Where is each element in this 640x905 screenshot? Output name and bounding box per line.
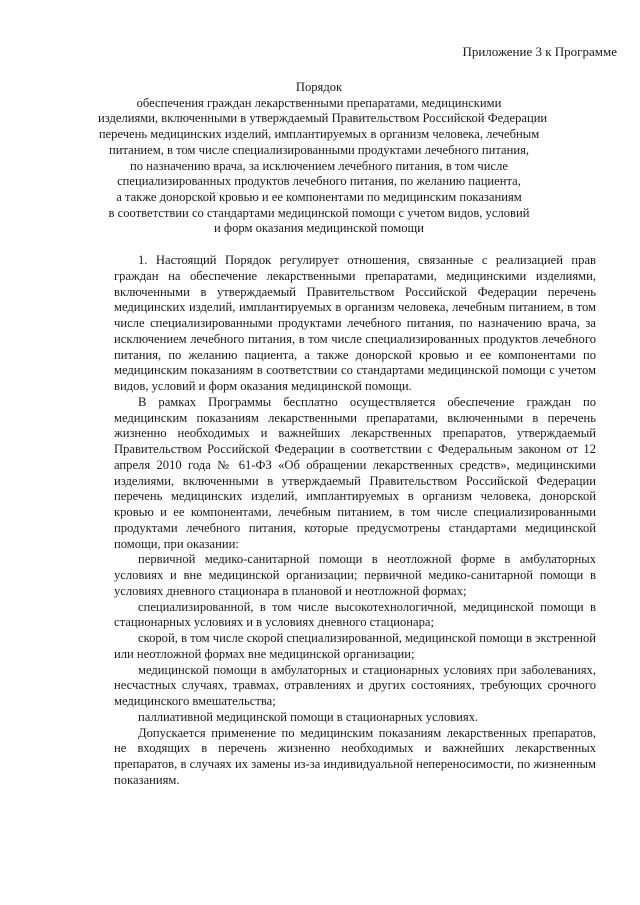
- title-line: и форм оказания медицинской помощи: [214, 221, 424, 236]
- title-line: в соответствии со стандартами медицинской помощи с учетом видов, условий: [108, 205, 530, 220]
- paragraph-exceptions: Допускается применение по медицинским показаниям лекарственных препаратов, не входящих в перечень жизненно необходимых и важнейших лекарственных препаратов, в случаях их замены из-за индивидуальной непереносимости, по жизненным показаниям.: [114, 725, 596, 787]
- list-item-primary-care: первичной медико-санитарной помощи в неотложной форме в амбулаторных условиях и вне медицинской организации; первичной медико-санитарной помощи в условиях дневного стационара в плановой и неотложной формах;: [114, 552, 596, 598]
- title-line: изделиями, включенными в утверждаемый Правительством Российской Федерации: [98, 111, 548, 126]
- list-item-urgent-care: медицинской помощи в амбулаторных и стационарных условиях при заболеваниях, несчастных случаях, травмах, отравлениях и других состояниях, требующих срочного медицинского вмешательства;: [114, 662, 596, 708]
- title-line: обеспечения граждан лекарственными препаратами, медицинскими: [136, 95, 502, 110]
- list-item-palliative-care: паллиативной медицинской помощи в стационарных условиях.: [138, 709, 479, 724]
- paragraph-provision: В рамках Программы бесплатно осуществляется обеспечение граждан по медицинским показаниям лекарственными препаратами, включенными в перечень жизненно необходимых и важнейших лекарственных препаратов, утверждаемый Правительством Российской Федерации в соответствии с Федеральным законом от 12 апреля 2010 года № 61-ФЗ «Об обращении лекарственных средств», медицинскими изделиями, включенными в утверждаемый Правительством Российской Федерации перечень медицинских изделий, имплантируемых в организм человека, донорской кровью и ее компонентами, лечебным питанием, в том числе специализированными продуктами лечебного питания, которые предусмотрены стандартами медицинской помощи, при оказании:: [114, 394, 596, 551]
- title-line: питанием, в том числе специализированными продуктами лечебного питания,: [108, 142, 530, 157]
- document-body: [114, 253, 596, 789]
- paragraph-scope: 1. Настоящий Порядок регулирует отношения, связанные с реализацией прав граждан на обеспечение лекарственными препаратами, медицинскими изделиями, включенными в утверждаемый Правительством Российской Федерации перечень медицинских изделий, имплантируемых в организм человека, лечебным питанием, в том числе специализированными продуктами лечебного питания, по назначению врача, за исключением лечебного питания, в том числе специализированных продуктов лечебного питания, по желанию пациента, а также донорской кровью и ее компонентами по медицинским показаниям в соответствии со стандартами медицинской помощи с учетом видов, условий и форм оказания медицинской помощи.: [114, 253, 596, 393]
- title-line: по назначению врача, за исключением лечебного питания, в том числе: [130, 158, 508, 173]
- list-item-specialized-care: специализированной, в том числе высокотехнологичной, медицинской помощи в стационарных условиях и в условиях дневного стационара;: [114, 599, 596, 630]
- list-item-emergency-care: скорой, в том числе скорой специализированной, медицинской помощи в экстренной или неотложной формах вне медицинской организации;: [114, 631, 596, 661]
- title-line: специализированных продуктов лечебного питания, по желанию пациента,: [117, 174, 521, 189]
- title-line: Порядок: [295, 80, 343, 94]
- document-title: [98, 80, 548, 237]
- title-line: а также донорской кровью и ее компонентами по медицинским показаниям: [116, 189, 522, 204]
- title-line: перечень медицинских изделий, имплантируемых в организм человека, лечебным: [98, 127, 540, 142]
- appendix-label: Приложение 3 к Программе: [462, 44, 617, 59]
